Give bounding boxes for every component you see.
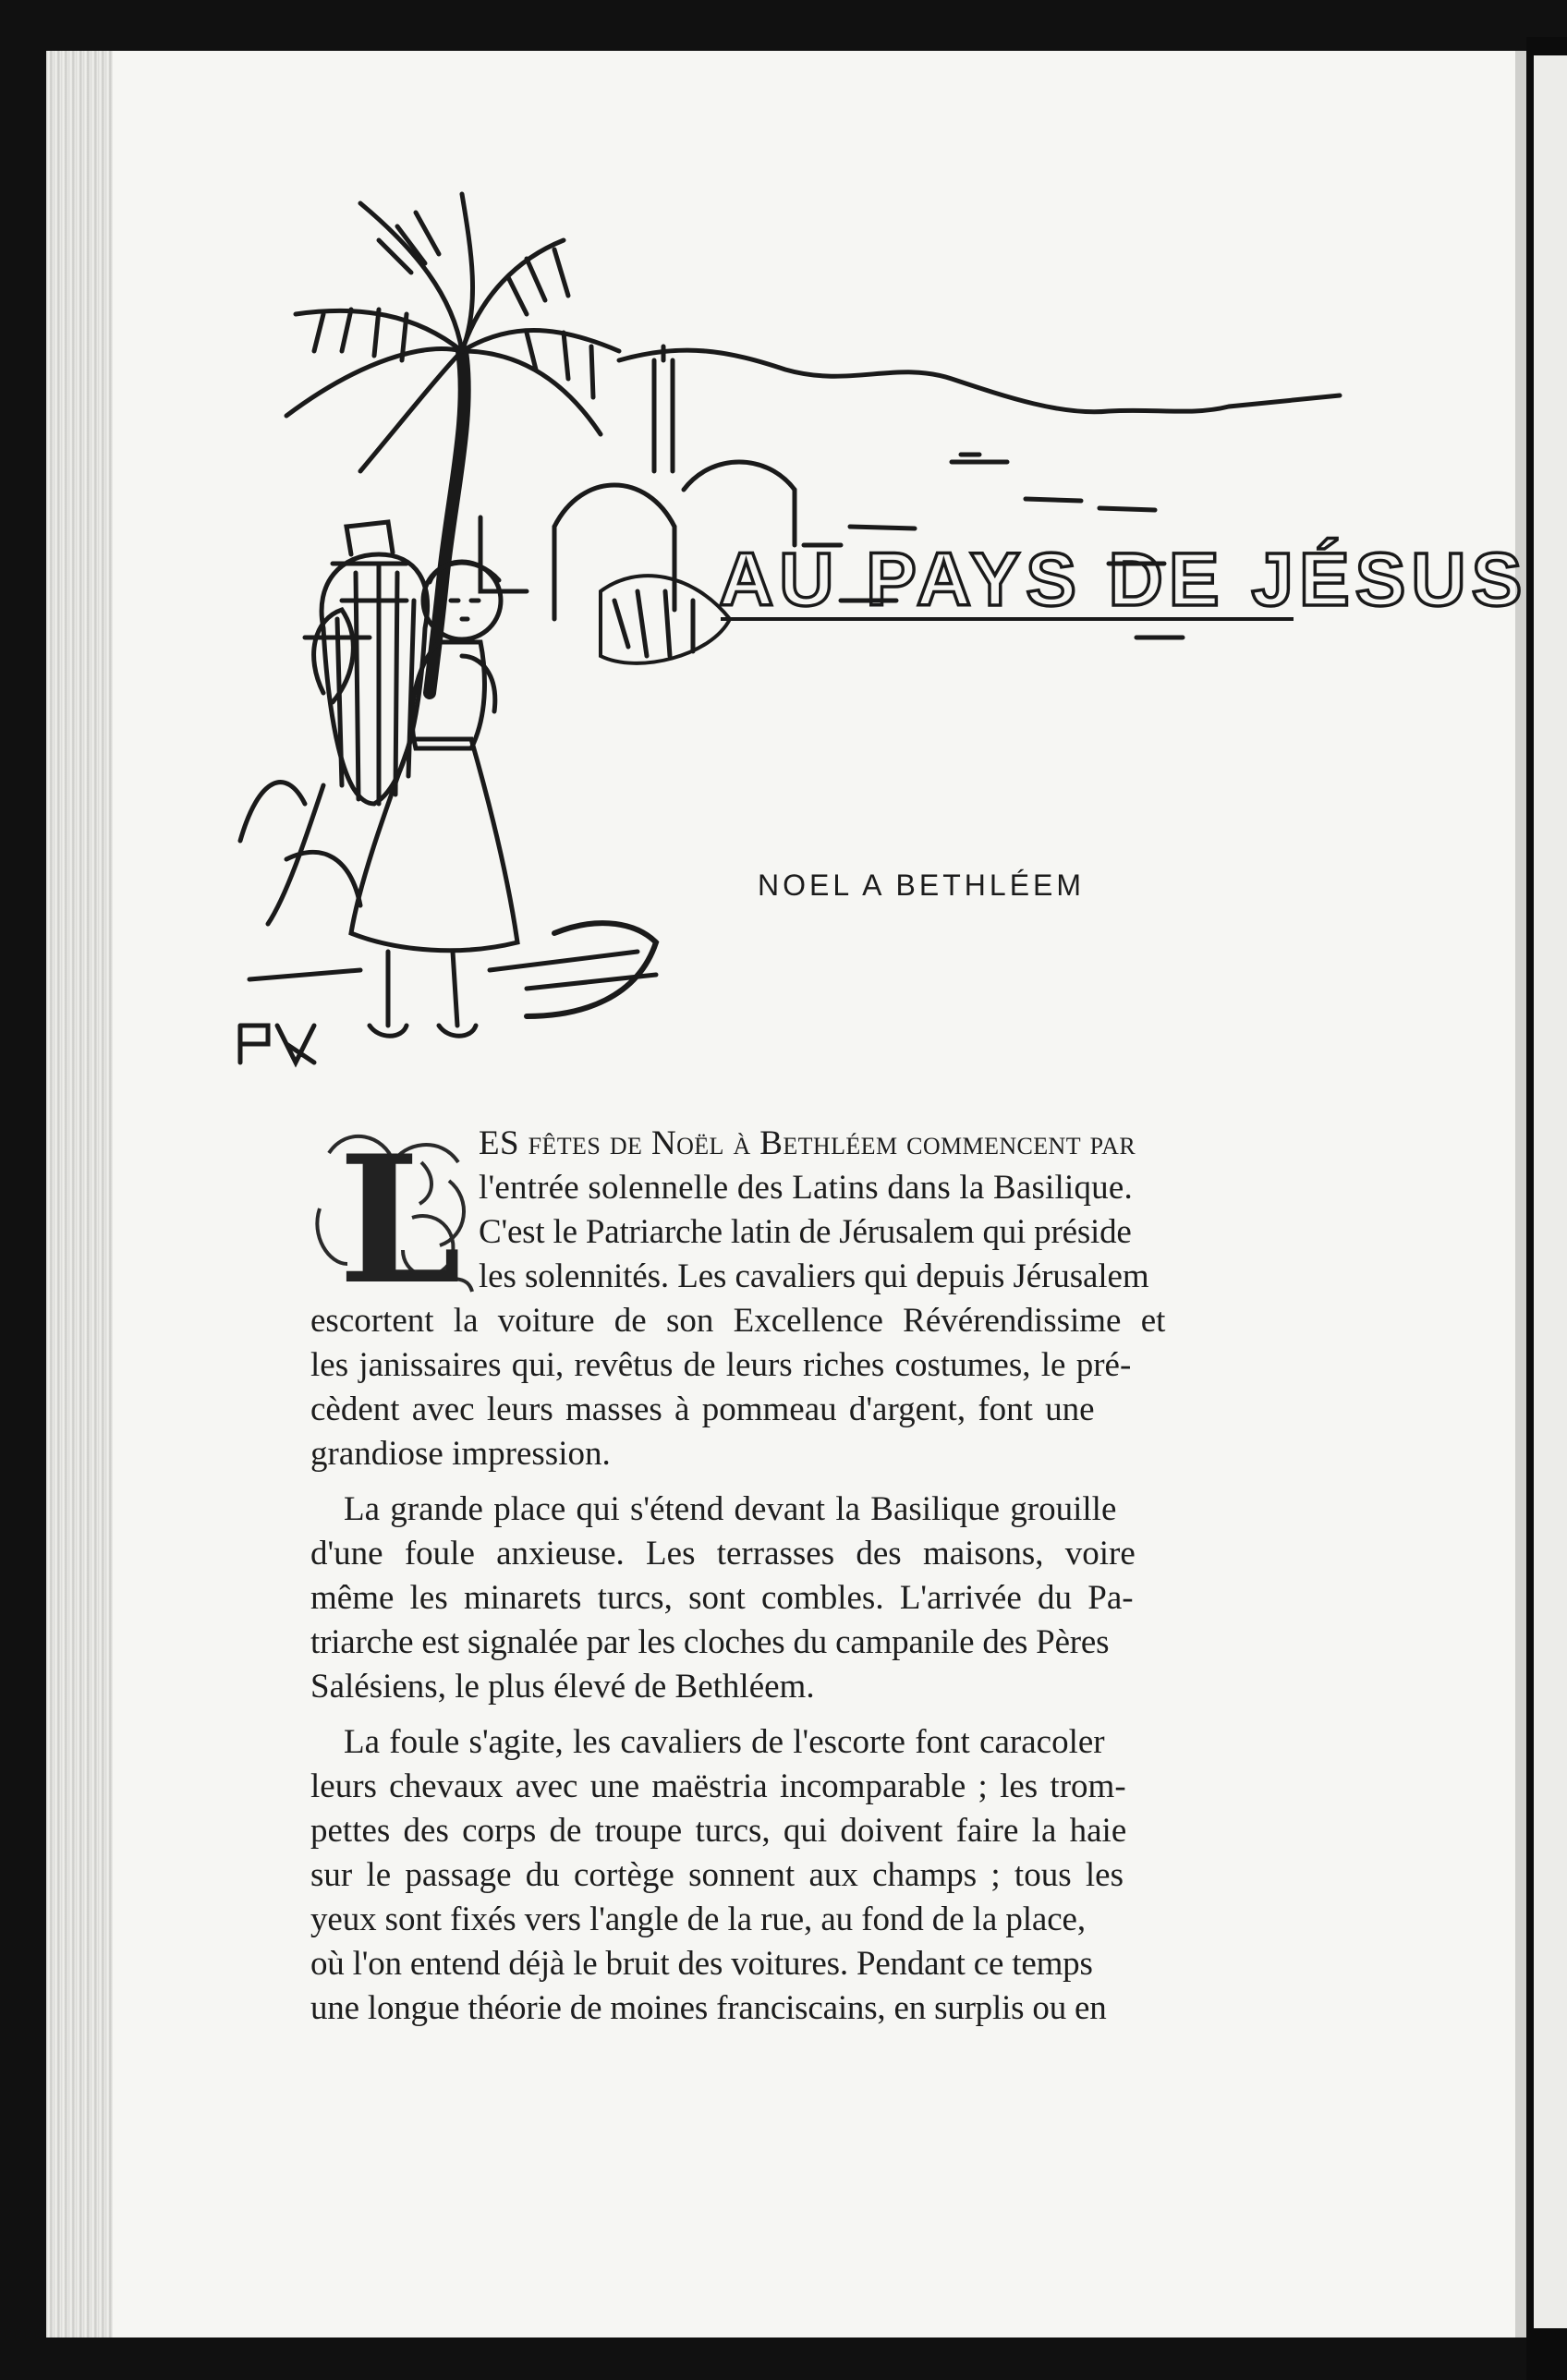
text-line-20: une longue théorie de moines franciscains, en surplis ou en [310, 1989, 1107, 2027]
text-line-3: C'est le Patriarche latin de Jérusalem qui préside [479, 1213, 1132, 1251]
drop-cap-letter: L [338, 1117, 462, 1323]
text-line-4: les solennités. Les cavaliers qui depuis Jérusalem [479, 1257, 1149, 1295]
article-subtitle: NOEL A BETHLÉEM [758, 868, 1086, 902]
text-line-13: Salésiens, le plus élevé de Bethléem. [310, 1668, 815, 1706]
page-edge-stack [46, 51, 113, 2338]
text-line-10: d'une foule anxieuse. Les terrasses des maisons, voire [310, 1535, 1136, 1572]
text-line-11: même les minarets turcs, sont combles. L'arrivée du Pa- [310, 1579, 1134, 1617]
text-line-7: cèdent avec leurs masses à pommeau d'argent, font une [310, 1390, 1095, 1428]
vignette-illustration [249, 139, 1528, 1090]
text-line-12: triarche est signalée par les cloches du campanile des Pères [310, 1623, 1110, 1661]
text-line-19: où l'on entend déjà le bruit des voitures. Pendant ce temps [310, 1945, 1093, 1983]
facing-page-edge [1534, 55, 1567, 2328]
text-line-14: La foule s'agite, les cavaliers de l'escorte font caracoler [344, 1723, 1105, 1761]
page-edge-right [1515, 51, 1526, 2338]
text-line-1: ES fêtes de Noël à Bethléem commencent par [479, 1124, 1136, 1162]
text-line-17: sur le passage du cortège sonnent aux champs ; tous les [310, 1856, 1124, 1894]
text-line-2: l'entrée solennelle des Latins dans la Basilique. [479, 1169, 1133, 1207]
text-line-9: La grande place qui s'étend devant la Basilique grouille [344, 1490, 1117, 1528]
text-line-15: leurs chevaux avec une maëstria incomparable ; les trom- [310, 1767, 1126, 1805]
text-line-16: pettes des corps de troupe turcs, qui doivent faire la haie [310, 1812, 1127, 1850]
decorated-initial [310, 1117, 477, 1323]
text-line-18: yeux sont fixés vers l'angle de la rue, au fond de la place, [310, 1900, 1087, 1938]
illustrated-title: AU PAYS DE JÉSUS [719, 538, 1528, 622]
text-line-6: les janissaires qui, revêtus de leurs riches costumes, le pré- [310, 1346, 1132, 1384]
text-line-5: escortent la voiture de son Excellence Révérendissime et [310, 1302, 1166, 1340]
text-line-8: grandiose impression. [310, 1435, 611, 1473]
